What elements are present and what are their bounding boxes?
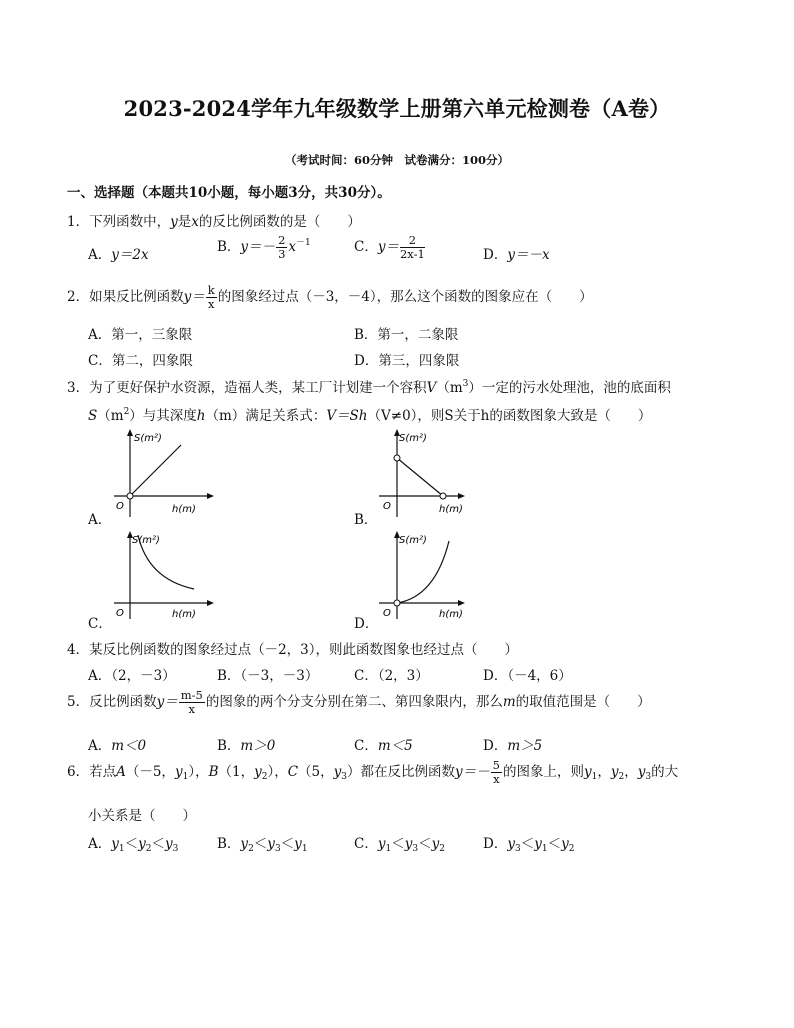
q5-option-c[interactable]: C．m＜5 (354, 738, 413, 754)
axis-x-label: h(m) (172, 504, 196, 515)
q3-option-d[interactable]: D． (354, 616, 379, 632)
q3-option-b[interactable]: B． (354, 512, 378, 528)
exam-info: （考试时间：60分钟 试卷满分：100分） (284, 153, 509, 167)
q4-option-c[interactable]: C．（2，3） (354, 668, 429, 684)
q3-graph-a (108, 425, 218, 520)
question-4-stem: 4．某反比例函数的图象经过点（－2，3），则此函数图象也经过点（ ） (67, 642, 519, 658)
q5-option-a[interactable]: A．m＜0 (88, 738, 147, 754)
question-3-line-2: $S(m^2)$与其深度h（m）满足关系式：V＝Sh（V≠0），则S关于h的函数图象大致是（ ） (88, 407, 652, 424)
axis-y-label: S(m²) (399, 535, 427, 546)
q5-option-b[interactable]: B．m＞0 (217, 738, 276, 754)
axis-y-label: S(m²) (399, 433, 427, 444)
axis-x-label: h(m) (439, 609, 463, 620)
q3-graph-b (375, 425, 485, 520)
axis-x-label: h(m) (172, 609, 196, 620)
section-heading: 一、选择题（本题共10小题，每小题3分，共30分）。 (67, 185, 391, 201)
axis-y-label: S(m²) (132, 535, 160, 546)
q2-option-c[interactable]: C．第二，四象限 (88, 353, 193, 369)
q4-option-a[interactable]: A．（2，－3） (88, 668, 176, 684)
q6-option-d[interactable]: D．$y_3<y_1<y_2$ (483, 836, 575, 854)
question-1-stem: 1．下列函数中，y是x的反比例函数的是（ ） (67, 214, 361, 230)
origin-label: O (383, 501, 391, 512)
q1-option-d[interactable]: D．y＝－x (483, 247, 550, 263)
question-2-stem: 2．如果反比例函数y＝ $\frac{k}{x}$ 的图象经过点（－3，－4），那么这个函数的图象应在（ ） (67, 283, 593, 311)
q1-option-c[interactable]: C．y＝ $\frac{2}{2x-1}$ (354, 233, 425, 261)
q5-option-d[interactable]: D．m＞5 (483, 738, 543, 754)
q2-option-b[interactable]: B．第一，二象限 (354, 327, 459, 343)
question-6-line-1: 6．若点A（－5，$y_1$），B（1，$y_2$），C（5，$y_3$）都在反比例函数y＝－ $\frac{5}{x}$ 的图象上，则$y_1$，$y_2$，$y_3$的大 (67, 758, 679, 786)
q3-option-c[interactable]: C． (88, 616, 112, 632)
question-6-line-2: 小关系是（ ） (88, 808, 196, 824)
q2-option-d[interactable]: D．第三，四象限 (354, 353, 460, 369)
question-3-line-1: 3．为了更好保护水资源，造福人类，某工厂计划建一个容积$V(m^3)$一定的污水处理池，池的底面积 (67, 379, 671, 396)
q6-option-a[interactable]: A．$y_1<y_2<y_3$ (88, 836, 179, 854)
q6-option-b[interactable]: B．$y_2<y_3<y_1$ (217, 836, 308, 854)
q3-option-a[interactable]: A． (88, 512, 112, 528)
origin-label: O (383, 608, 391, 619)
origin-label: O (116, 608, 124, 619)
q4-option-b[interactable]: B．（－3，－3） (217, 668, 319, 684)
q1-option-b[interactable]: B．y＝－ $\frac{2}{3}$ $x^{-1}$ (217, 233, 311, 261)
origin-label: O (116, 501, 124, 512)
axis-x-label: h(m) (439, 504, 463, 515)
question-5-stem: 5．反比例函数y＝ $\frac{m-5}{x}$ 的图象的两个分支分别在第二、第四象限内，那么m的取值范围是（ ） (67, 688, 651, 716)
q6-option-c[interactable]: C．$y_1<y_3<y_2$ (354, 836, 445, 854)
q3-graph-c (108, 527, 218, 622)
q1-option-a[interactable]: A．y＝2x (88, 247, 149, 263)
page-title: 2023-2024学年九年级数学上册第六单元检测卷（A卷） (123, 96, 671, 121)
q4-option-d[interactable]: D．（－4，6） (483, 668, 572, 684)
q3-graph-d (375, 527, 485, 622)
q2-option-a[interactable]: A．第一，三象限 (88, 327, 193, 343)
axis-y-label: S(m²) (134, 433, 162, 444)
